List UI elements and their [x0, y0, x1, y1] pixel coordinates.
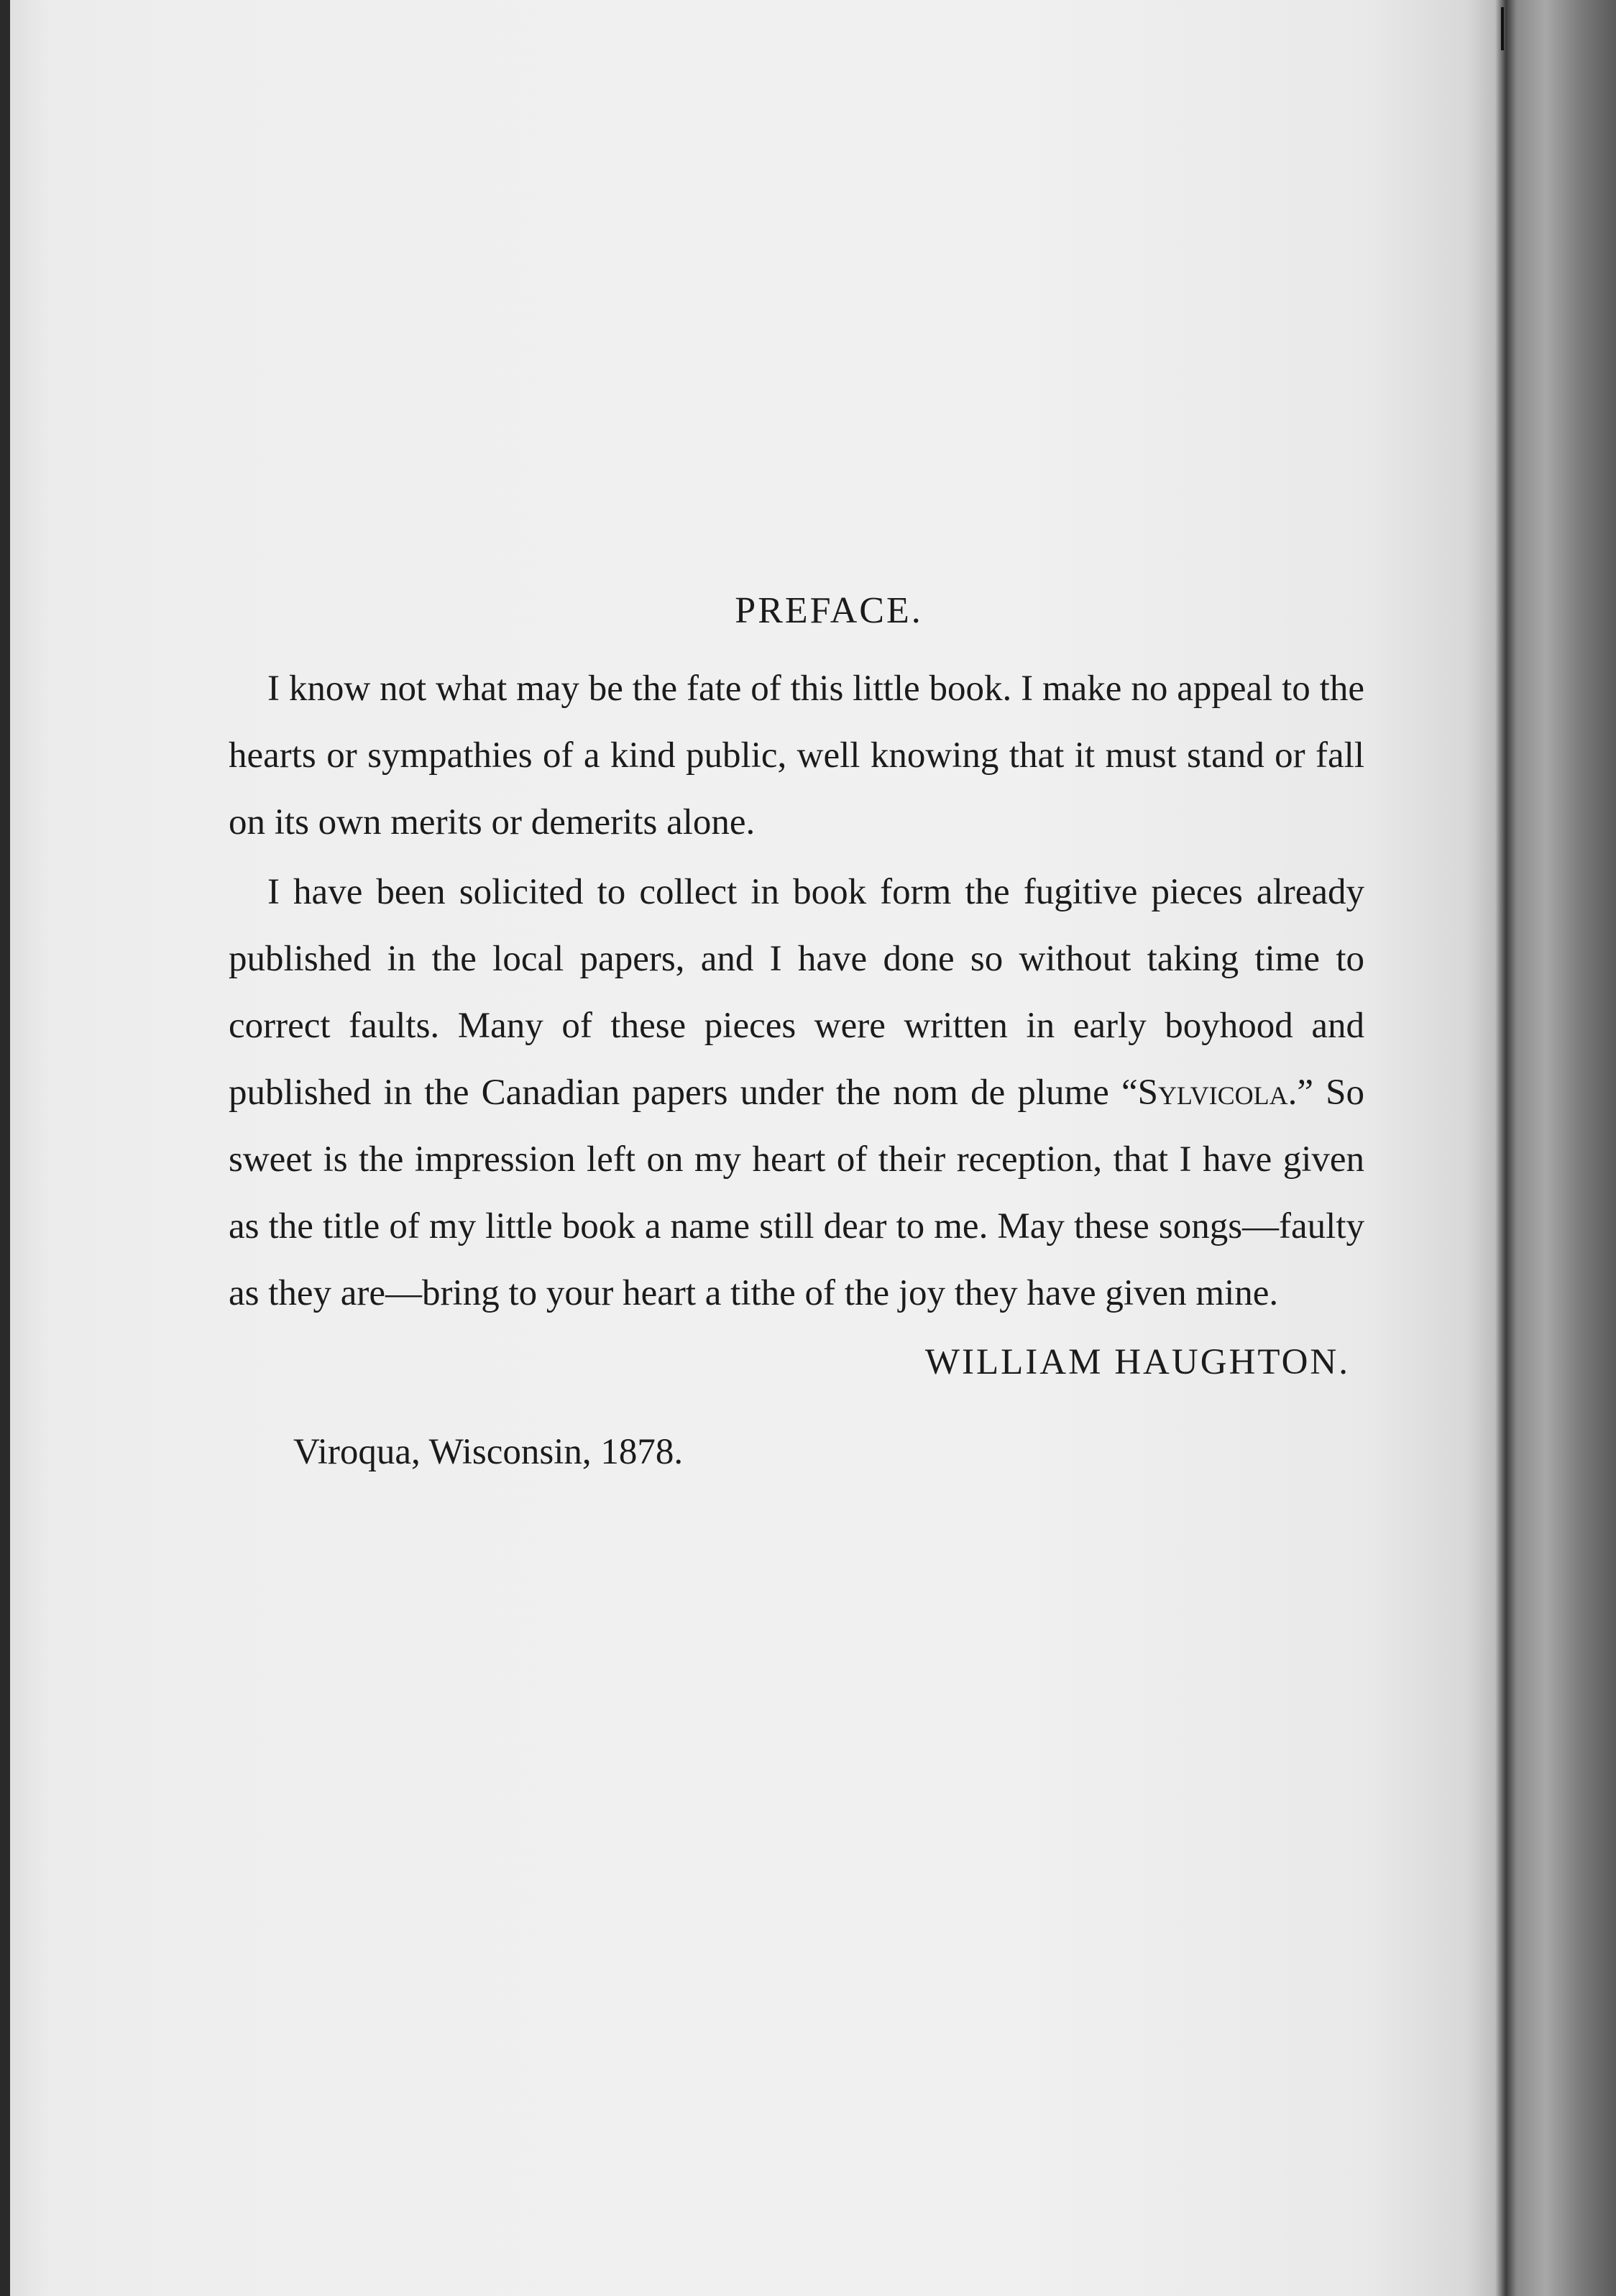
paragraph-2-text-after: So sweet is the impression left on my heart of their reception, that I have given as the title of my little book a name still dear to me. May these songs—faulty as they are—bring to your heart a tithe of the joy they have given mine. — [229, 1073, 1364, 1313]
pen-name: “Sylvicola.” — [1121, 1073, 1313, 1113]
paragraph-2-text-before: I have been solicited to collect in book form the fugitive pieces already published in the local papers, and I have done so without taking time to correct faults. Many of these pieces were written in early boyhood and published in the Canadian papers under the nom de plume — [229, 872, 1364, 1113]
preface-text-block — [229, 575, 1364, 1488]
place-date-line: Viroqua, Wisconsin, 1878. — [293, 1432, 684, 1472]
preface-paragraph-1: I know not what may be the fate of this little book. I make no appeal to the hearts or sympathies of a kind public, well knowing that it must stand or fall on its own merits or demerits alone. — [229, 669, 1364, 842]
author-signature: WILLIAM HAUGHTON. — [924, 1342, 1350, 1382]
preface-paragraph-2 — [229, 859, 1364, 1327]
scan-mark — [1501, 7, 1504, 50]
page-left-edge — [0, 0, 10, 2296]
preface-heading: PREFACE. — [735, 590, 923, 631]
